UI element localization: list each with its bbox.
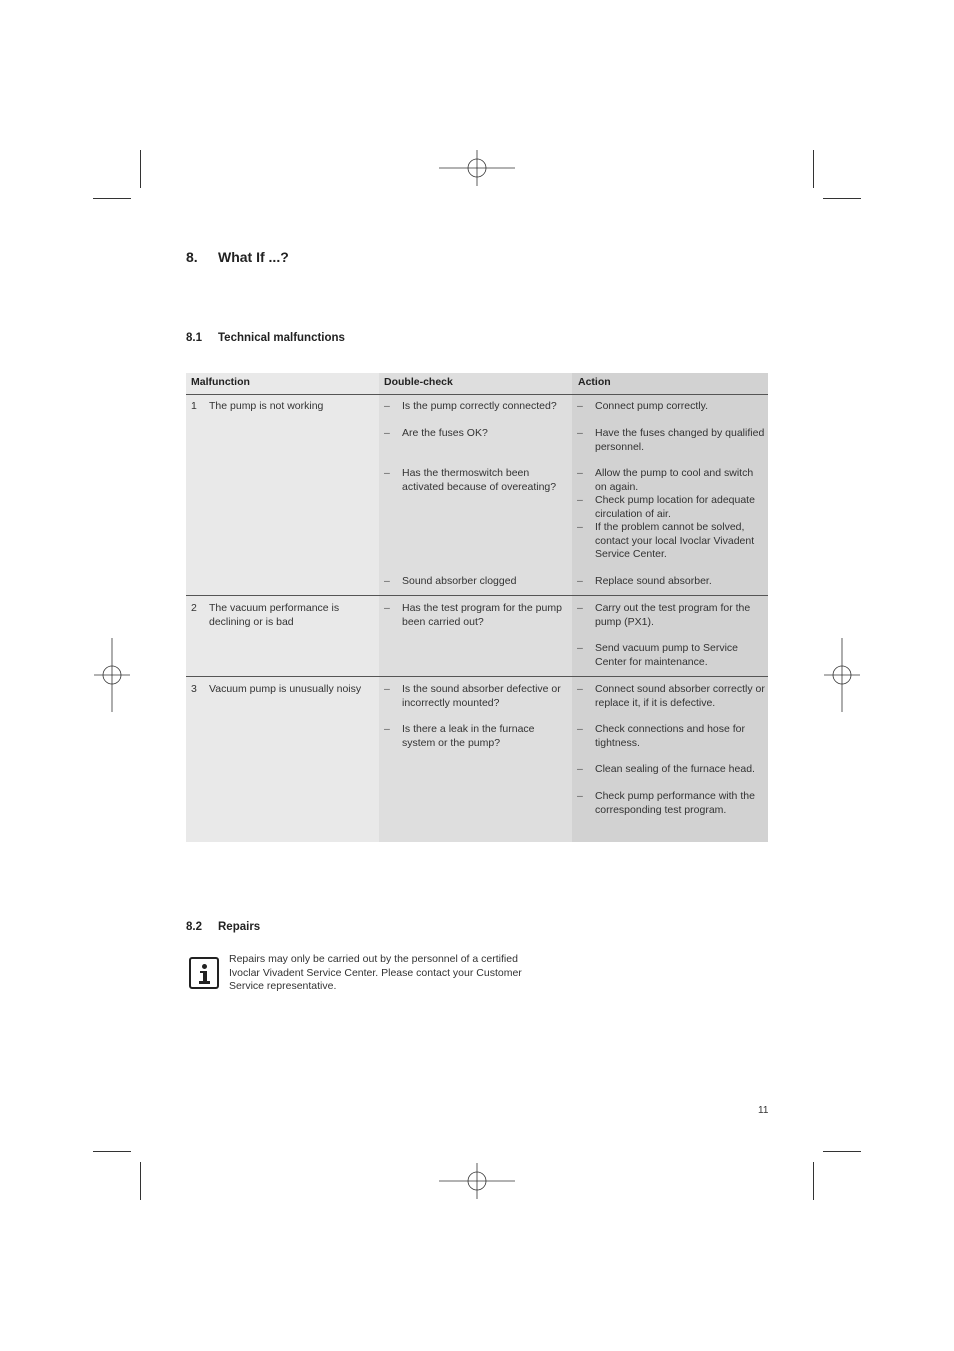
action-item: – Allow the pump to cool and switch on again. bbox=[577, 467, 754, 493]
page-title-text: What If ...? bbox=[218, 249, 289, 265]
row-number: 1 bbox=[191, 400, 197, 412]
header-malfunction: Malfunction bbox=[191, 376, 250, 388]
malfunction-text: The vacuum performance is declining or is bad bbox=[209, 602, 340, 628]
section-number: 8.2 bbox=[186, 921, 202, 933]
check-item: – Are the fuses OK? bbox=[384, 427, 488, 439]
repairs-note: Repairs may only be carried out by the personnel of a certified Ivoclar Vivadent Service Center. Please contact your Customer Service representative. bbox=[229, 953, 522, 992]
malfunction-text: Vacuum pump is unusually noisy bbox=[209, 683, 362, 695]
header-double-check: Double-check bbox=[384, 376, 453, 388]
page-title bbox=[186, 249, 289, 265]
check-item: – Has the thermoswitch been activated because of overeating? bbox=[384, 467, 557, 493]
section-heading-repairs bbox=[186, 921, 260, 933]
action-item: – Replace sound absorber. bbox=[577, 575, 712, 587]
registration-mark-icon bbox=[92, 636, 132, 714]
header-divider bbox=[186, 394, 768, 395]
row-number: 2 bbox=[191, 602, 197, 614]
row-divider bbox=[186, 595, 768, 596]
action-item: – Check pump location for adequate circulation of air. bbox=[577, 494, 755, 520]
check-item: – Has the test program for the pump been carried out? bbox=[384, 602, 562, 628]
malfunction-text: The pump is not working bbox=[209, 400, 324, 412]
check-item: – Is the sound absorber defective or incorrectly mounted? bbox=[384, 683, 561, 709]
page-number: 11 bbox=[758, 1105, 769, 1116]
header-action: Action bbox=[578, 376, 611, 388]
action-item: – Connect sound absorber correctly or replace it, if it is defective. bbox=[577, 683, 765, 709]
page-title-number: 8. bbox=[186, 249, 198, 265]
section-title: Technical malfunctions bbox=[218, 332, 345, 344]
check-item: – Is there a leak in the furnace system or the pump? bbox=[384, 723, 535, 749]
action-item: – Check pump performance with the corresponding test program. bbox=[577, 790, 755, 816]
action-item: – Connect pump correctly. bbox=[577, 400, 709, 412]
action-item: – If the problem cannot be solved, contact your local Ivoclar Vivadent Service Center. bbox=[577, 521, 755, 560]
registration-mark-icon bbox=[437, 1161, 517, 1201]
section-heading-technical-malfunctions bbox=[186, 332, 345, 344]
registration-mark-icon bbox=[437, 148, 517, 188]
action-item: – Check connections and hose for tightness. bbox=[577, 723, 746, 749]
action-item: – Clean sealing of the furnace head. bbox=[577, 763, 755, 775]
malfunction-table bbox=[186, 373, 768, 842]
action-item: – Send vacuum pump to Service Center for maintenance. bbox=[577, 642, 738, 668]
action-item: – Carry out the test program for the pump (PX1). bbox=[577, 602, 751, 628]
info-icon bbox=[189, 957, 219, 989]
section-title: Repairs bbox=[218, 921, 261, 933]
action-item: – Have the fuses changed by qualified personnel. bbox=[577, 427, 765, 453]
registration-mark-icon bbox=[822, 636, 862, 714]
check-item: – Sound absorber clogged bbox=[384, 575, 517, 587]
row-divider bbox=[186, 676, 768, 677]
row-number: 3 bbox=[191, 683, 197, 695]
check-item: – Is the pump correctly connected? bbox=[384, 400, 557, 412]
section-number: 8.1 bbox=[186, 332, 202, 344]
